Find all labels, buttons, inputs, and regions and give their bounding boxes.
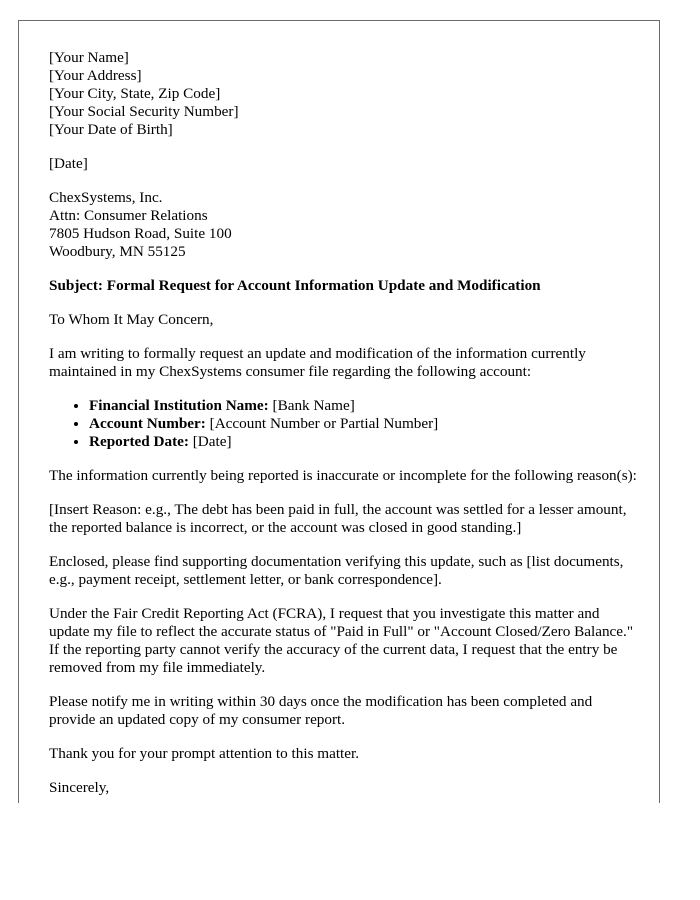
sender-ssn: [Your Social Security Number] (49, 103, 239, 120)
letter-content (49, 49, 639, 803)
detail-reported-date (89, 433, 639, 451)
detail-label: Account Number: (89, 415, 206, 432)
recipient-city: Woodbury, MN 55125 (49, 243, 186, 260)
sender-address: [Your Address] (49, 67, 142, 84)
detail-institution (89, 397, 639, 415)
intro-paragraph: I am writing to formally request an update and modification of the information currently maintained in my ChexSystems consumer file regarding the following account: (49, 345, 586, 380)
detail-value: [Bank Name] (268, 397, 355, 414)
letter-page (18, 20, 660, 803)
detail-value: [Date] (188, 433, 232, 450)
sender-dob: [Your Date of Birth] (49, 121, 173, 138)
recipient-block (49, 189, 639, 261)
sender-block (49, 49, 639, 139)
enclosed-paragraph: Enclosed, please find supporting documentation verifying this update, such as [list documents, e.g., payment receipt, settlement letter, or bank correspondence]. (49, 553, 624, 588)
reason-intro-paragraph: The information currently being reported is inaccurate or incomplete for the following reason(s): (49, 467, 637, 484)
sender-name: [Your Name] (49, 49, 129, 66)
reason-paragraph: [Insert Reason: e.g., The debt has been paid in full, the account was settled for a lesser amount, the reported balance is incorrect, or the account was closed in good standing.] (49, 501, 627, 536)
account-details-list (49, 397, 639, 451)
detail-label: Reported Date: (89, 433, 189, 450)
detail-value: [Account Number or Partial Number] (205, 415, 439, 432)
recipient-street: 7805 Hudson Road, Suite 100 (49, 225, 232, 242)
thanks-paragraph: Thank you for your prompt attention to this matter. (49, 745, 360, 762)
sender-city-state-zip: [Your City, State, Zip Code] (49, 85, 221, 102)
closing-line: Sincerely, (49, 779, 110, 796)
recipient-company: ChexSystems, Inc. (49, 189, 163, 206)
notify-paragraph: Please notify me in writing within 30 days once the modification has been completed and provide an updated copy of my consumer report. (49, 693, 593, 728)
salutation: To Whom It May Concern, (49, 311, 214, 328)
fcra-paragraph: Under the Fair Credit Reporting Act (FCRA), I request that you investigate this matter and update my file to reflect the accurate status of "Paid in Full" or "Account Closed/Zero Balance." If the reporting party cannot verify the accuracy of the current data, I request that the entry be removed from my file immediately. (49, 605, 634, 676)
detail-label: Financial Institution Name: (89, 397, 269, 414)
detail-account-number (89, 415, 639, 433)
recipient-attn: Attn: Consumer Relations (49, 207, 208, 224)
letter-date: [Date] (49, 155, 88, 172)
subject-line: Subject: Formal Request for Account Information Update and Modification (49, 277, 541, 294)
